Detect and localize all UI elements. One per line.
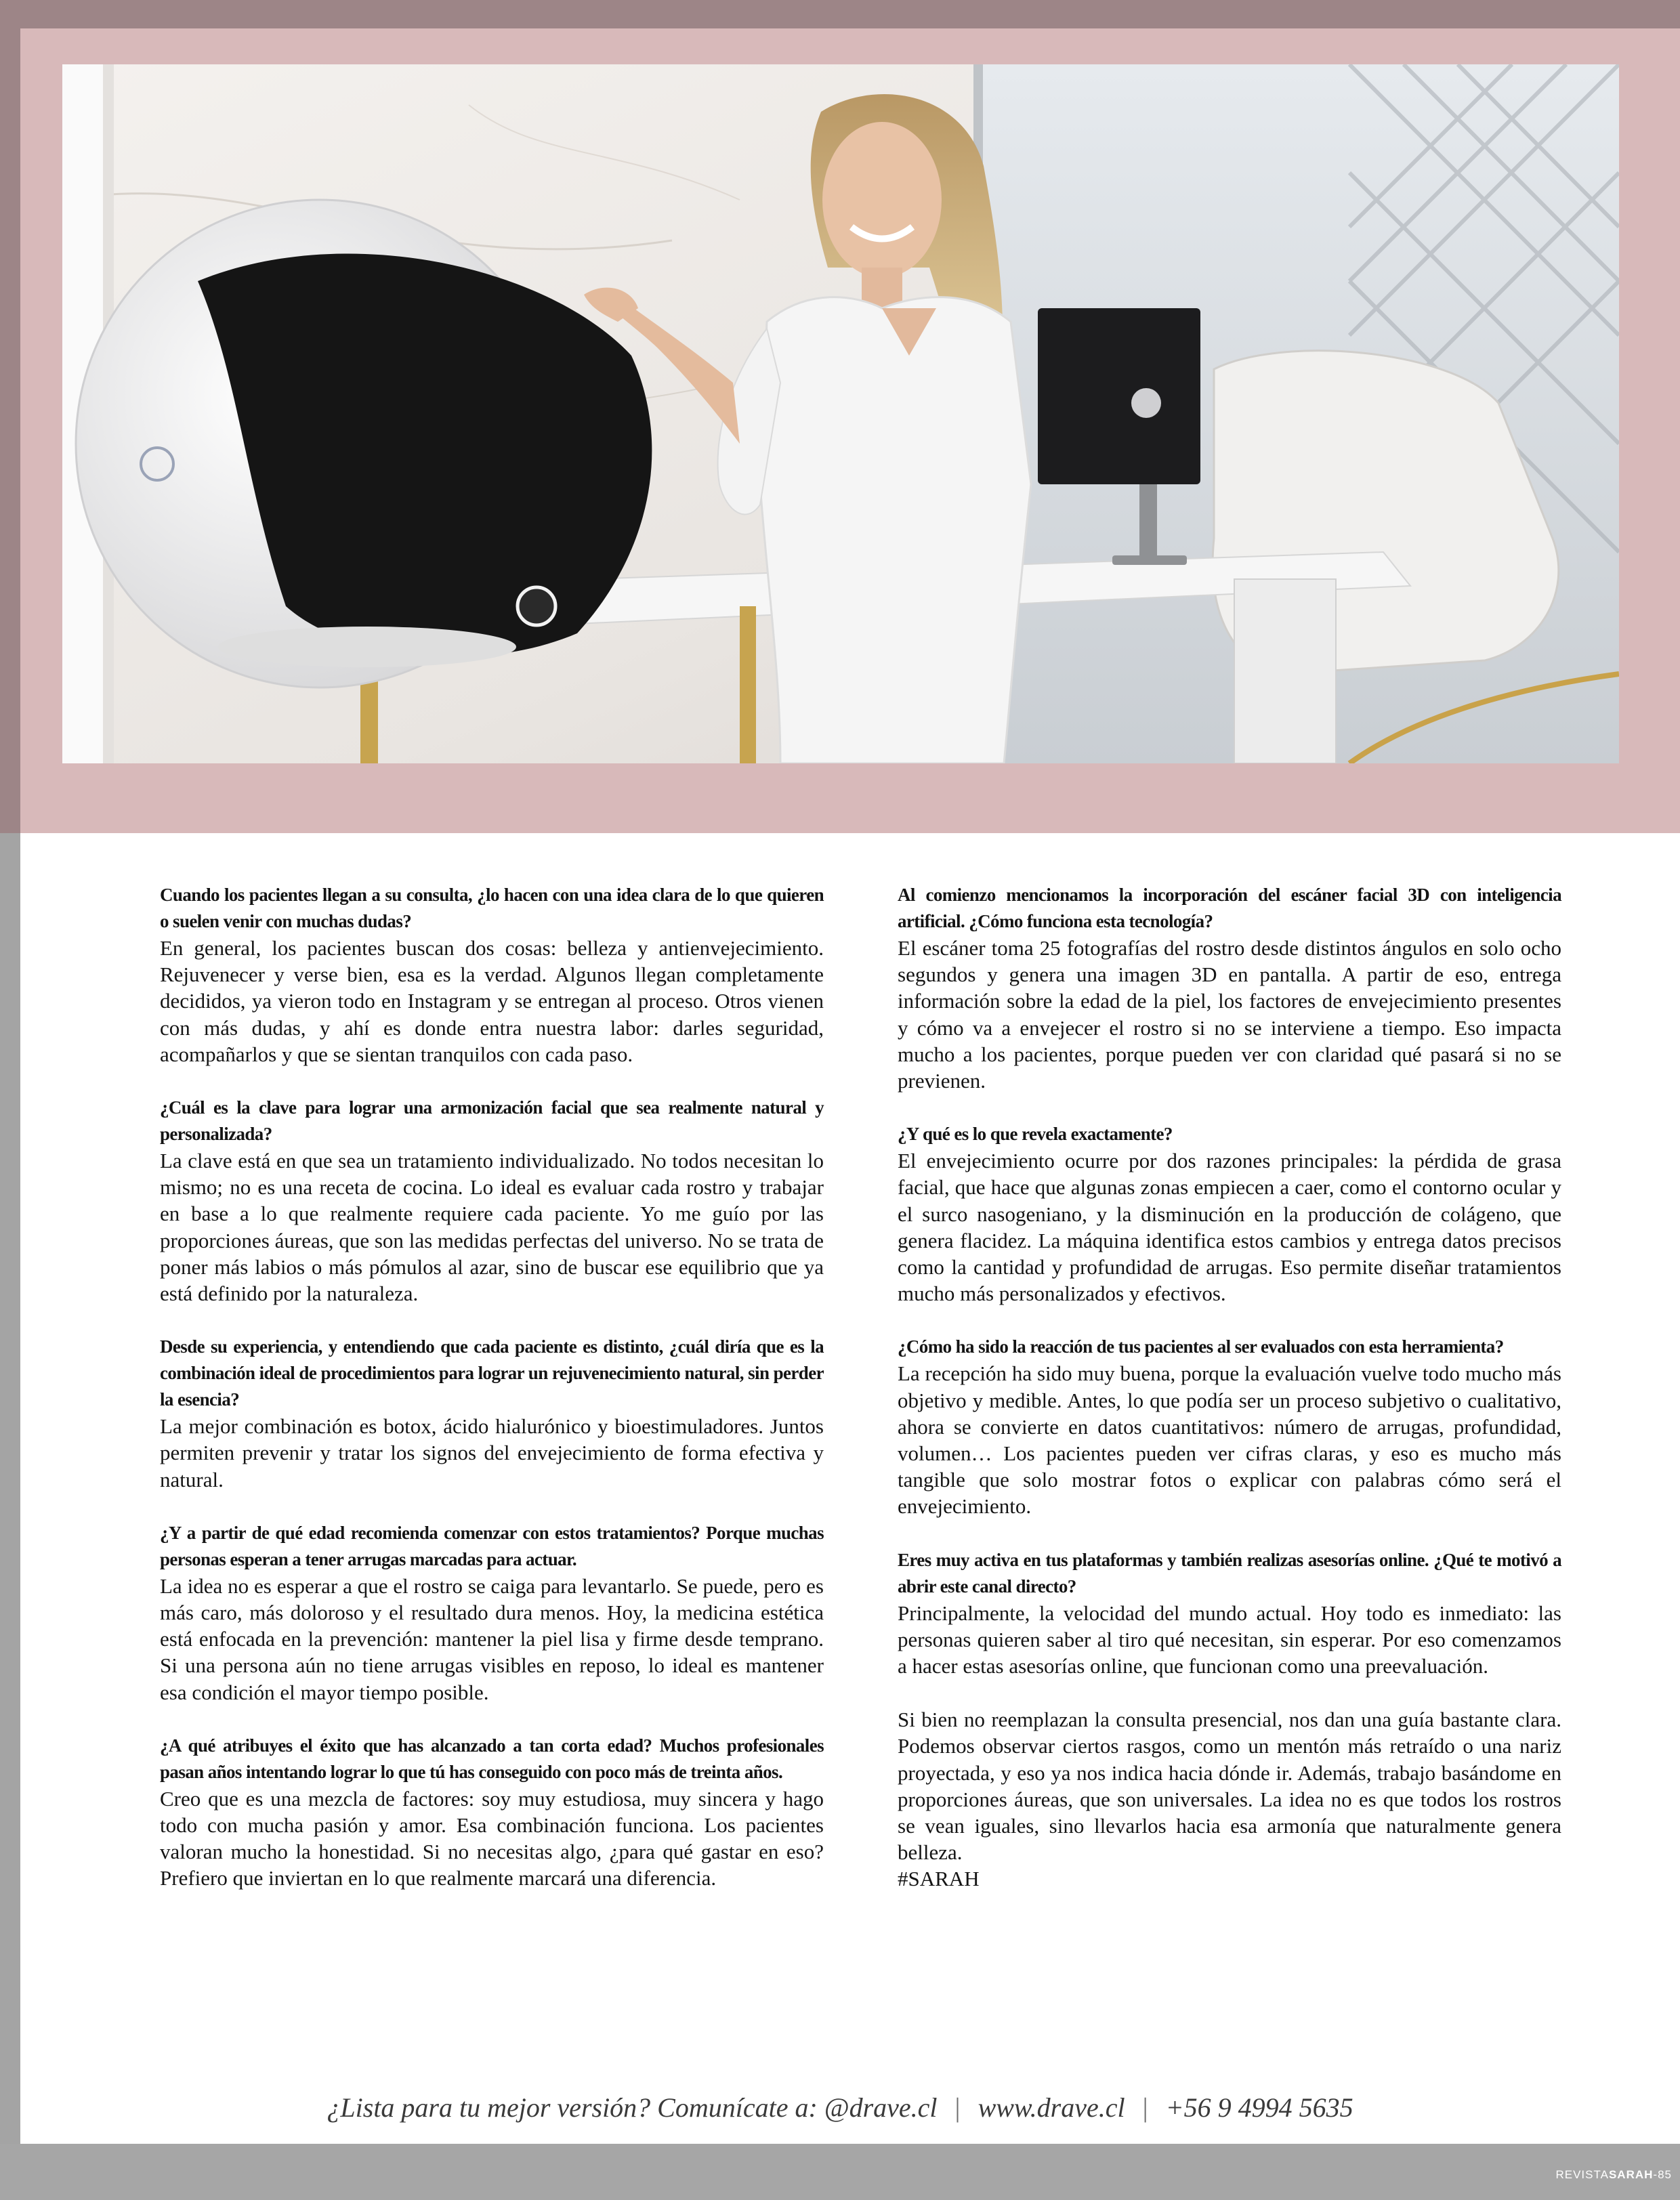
question: ¿Cómo ha sido la reacción de tus pacientes al ser evaluados con esta herramienta? <box>898 1336 1504 1357</box>
question: Desde su experiencia, y entendiendo que cada paciente es distinto, ¿cuál diría que es la combinación ideal de procedimientos para lograr un rejuvenecimiento natural, sin perder la esencia? <box>160 1336 824 1410</box>
side-gray-band <box>0 833 20 2144</box>
top-frame-band <box>0 0 1680 28</box>
answer: La idea no es esperar a que el rostro se caiga para levantarlo. Se puede, pero es más caro, más doloroso y el resultado dura menos. Hoy, la medicina estética está enfocada en la prevención: mantener la piel lisa y firme desde temprano. Si una persona aún no tiene arrugas visibles en reposo, lo ideal es mantener esa condición el mayor tiempo posible. <box>160 1573 824 1704</box>
page-number: 85 <box>1658 2168 1672 2181</box>
right-column <box>898 882 1561 1920</box>
answer: El escáner toma 25 fotografías del rostro desde distintos ángulos en solo ocho segundos y genera una imagen 3D en pantalla. A partir de eso, entrega información sobre la edad de la piel, los factores de envejecimiento presentes y cómo va a envejecer el rostro si no se interviene a tiempo. Eso impacta mucho a los pacientes, porque pueden ver con claridad qué pasará si no se previenen. <box>898 936 1561 1093</box>
qa-block <box>160 1733 824 1892</box>
answer: El envejecimiento ocurre por dos razones principales: la pérdida de grasa facial, que hace que algunas zonas empiecen a caer, como el contorno ocular y el surco nasogeniano, y la disminución en la producción de colágeno, que genera flacidez. La máquina identifica estos cambios y entrega datos precisos como la cantidad y profundidad de arrugas. Eso permite diseñar tratamientos mucho más personalizados y efectivos. <box>898 1149 1561 1306</box>
answer: La recepción ha sido muy buena, porque la evaluación vuelve todo mucho más objetivo y medible. Antes, lo que podía ser un proceso subjetivo o cualitativo, ahora se convierte en datos cuantitativos: número de arrugas, profundidad, volumen… Los pacientes pueden ver cifras claras, y eso es mucho más tangible que solo mostrar fotos o explicar con palabras cómo será el envejecimiento. <box>898 1361 1561 1519</box>
contact-prompt: ¿Lista para tu mejor versión? Comunícate a: @drave.cl <box>327 2092 938 2123</box>
answer: La clave está en que sea un tratamiento individualizado. No todos necesitan lo mismo; no es una receta de cocina. Lo ideal es evaluar cada rostro y trabajar en base a lo que realmente requiere cada paciente. Yo me guío por las proporciones áureas, que son las medidas perfectas del universo. No se trata de poner más labios o más pómulos al azar, sino de buscar ese equilibrio que ya está definido por la naturaleza. <box>160 1149 824 1306</box>
separator: | <box>1142 2092 1148 2123</box>
question: ¿Cuál es la clave para lograr una armonización facial que sea realmente natural y personalizada? <box>160 1097 824 1145</box>
folio-brand: SARAH <box>1608 2168 1654 2181</box>
bottom-gray-band <box>0 2144 1680 2200</box>
answer: Si bien no reemplazan la consulta presencial, nos dan una guía bastante clara. Podemos observar ciertos rasgos, como un mentón más retraído o una nariz proyectada, y eso ya nos indica hacia dónde ir. Además, trabajo basándome en proporciones áureas, que son universales. La idea no es que todos los rostros se vean iguales, sino llevarlos hacia esa armonía que naturalmente genera belleza. <box>898 1708 1561 1865</box>
clinic-photo <box>62 64 1619 763</box>
contact-line <box>0 2092 1680 2123</box>
left-column <box>160 882 824 1919</box>
qa-block <box>898 882 1561 1094</box>
page-folio: REVISTASARAH-85 <box>1555 2168 1672 2181</box>
question: ¿Y a partir de qué edad recomienda comenzar con estos tratamientos? Porque muchas personas esperan a tener arrugas marcadas para actuar. <box>160 1522 824 1569</box>
question: Eres muy activa en tus plataformas y también realizas asesorías online. ¿Qué te motivó a abrir este canal directo? <box>898 1549 1561 1596</box>
answer: Principalmente, la velocidad del mundo actual. Hoy todo es inmediato: las personas quieren saber al tiro qué necesitan, sin esperar. Por eso comenzamos a hacer estas asesorías online, que funcionan como una preevaluación. <box>898 1601 1561 1678</box>
signature-hashtag: #SARAH <box>898 1867 980 1891</box>
left-frame-band <box>0 0 20 833</box>
folio-label: REVISTA <box>1555 2168 1609 2181</box>
qa-block <box>160 882 824 1067</box>
closing-paragraph <box>898 1706 1561 1892</box>
scanner-logo-icon <box>518 587 555 625</box>
qa-block <box>160 1095 824 1307</box>
qa-block <box>160 1334 824 1493</box>
apple-logo-icon <box>1131 388 1161 418</box>
answer: Creo que es una mezcla de factores: soy muy estudiosa, muy sincera y hago todo con mucha pasión y amor. Esa combinación funciona. Los pacientes valoran mucho la honestidad. Si no necesitas algo, ¿para qué gastar en eso? Prefiero que inviertan en lo que realmente marcará una diferencia. <box>160 1786 824 1890</box>
separator: | <box>954 2092 961 2123</box>
website-link[interactable]: www.drave.cl <box>978 2092 1125 2123</box>
question: Al comienzo mencionamos la incorporación del escáner facial 3D con inteligencia artificial. ¿Cómo funciona esta tecnología? <box>898 885 1561 931</box>
question: ¿A qué atribuyes el éxito que has alcanzado a tan corta edad? Muchos profesionales pasan años intentando lograr lo que tú has conseguido con poco más de treinta años. <box>160 1735 824 1782</box>
phone-number: +56 9 4994 5635 <box>1165 2092 1353 2123</box>
question: Cuando los pacientes llegan a su consulta, ¿lo hacen con una idea clara de lo que quieren o suelen venir con muchas dudas? <box>160 885 824 931</box>
qa-block <box>898 1121 1561 1307</box>
answer: La mejor combinación es botox, ácido hialurónico y bioestimuladores. Juntos permiten prevenir y tratar los signos del envejecimiento de forma efectiva y natural. <box>160 1414 824 1492</box>
qa-block <box>898 1547 1561 1680</box>
qa-block <box>160 1520 824 1706</box>
qa-block <box>898 1334 1561 1519</box>
monitor <box>1038 308 1200 484</box>
question: ¿Y qué es lo que revela exactamente? <box>898 1124 1173 1145</box>
answer: En general, los pacientes buscan dos cosas: belleza y antienvejecimiento. Rejuvenecer y verse bien, esa es la verdad. Algunos llegan completamente decididos, ya vieron todo en Instagram y se entregan al proceso. Otros vienen con más dudas, y ahí es donde entra nuestra labor: darles seguridad, acompañarlos y que se sientan tranquilos con cada paso. <box>160 936 824 1066</box>
